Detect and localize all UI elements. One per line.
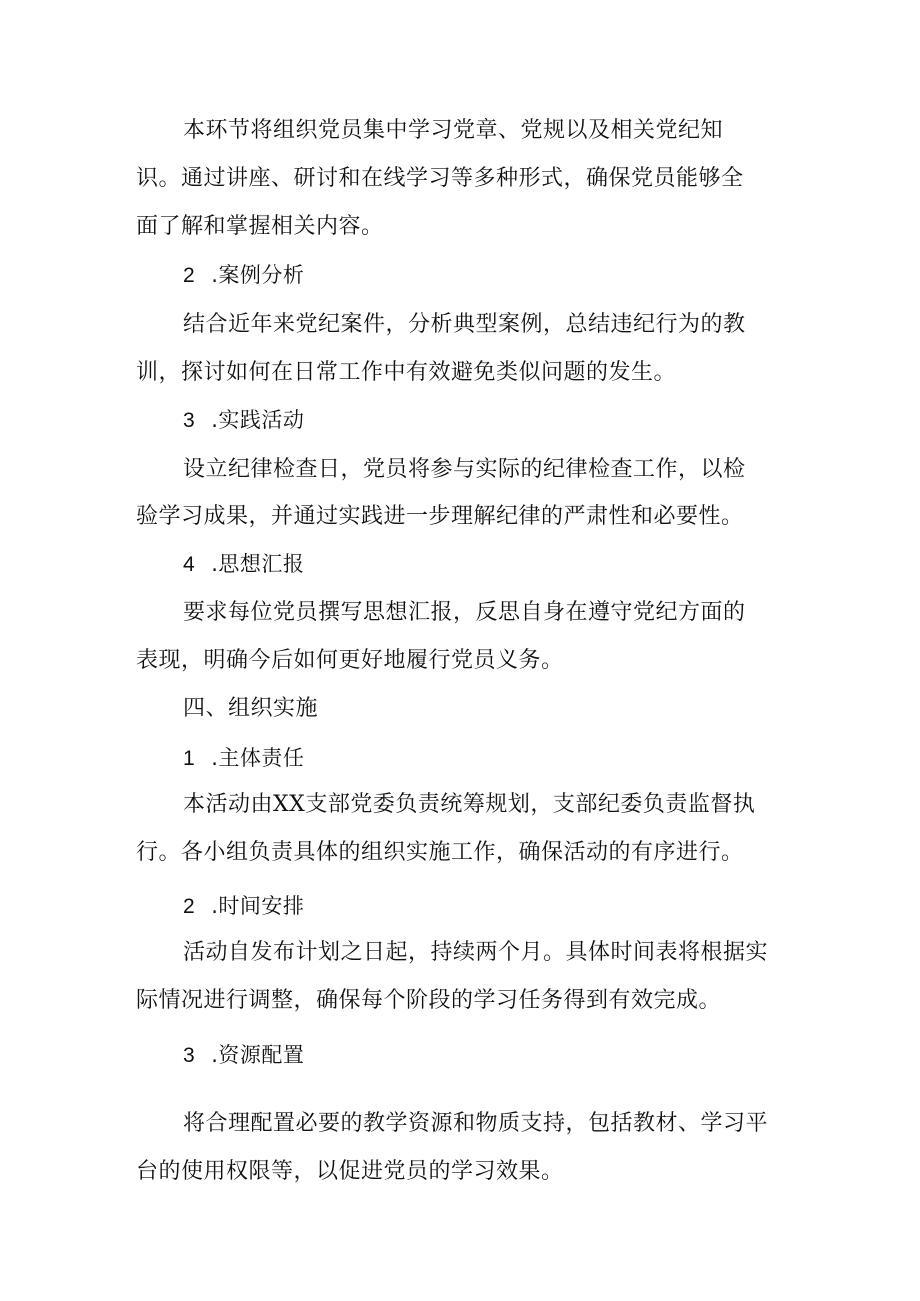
paragraph-line: 将合理配置必要的教学资源和物质支持，包括教材、学习平 (183, 1111, 769, 1136)
heading-text: .时间安排 (211, 894, 305, 918)
paragraph-line: 识。通过讲座、研讨和在线学习等多种形式，确保党员能够全 (136, 166, 744, 191)
heading-number: 2 (183, 895, 196, 918)
paragraph-line: 验学习成果，并通过实践进一步理解纪律的严肃性和必要性。 (136, 504, 744, 529)
paragraph-line: 训，探讨如何在日常工作中有效避免类似问题的发生。 (136, 360, 677, 385)
paragraph-line: 本活动由XX支部党委负责统筹规划，支部纪委负责监督执 (183, 792, 756, 817)
heading-text: .实践活动 (211, 408, 305, 432)
section-heading (183, 891, 304, 922)
paragraph-line: 面了解和掌握相关内容。 (136, 214, 384, 239)
heading-number: 2 (183, 264, 196, 287)
section-heading (183, 549, 304, 580)
paragraph-line: 行。各小组负责具体的组织实施工作，确保活动的有序进行。 (136, 840, 744, 865)
section-title: 四、组织实施 (183, 696, 319, 721)
heading-text: .案例分析 (211, 263, 305, 287)
section-heading (183, 743, 304, 774)
section-heading (183, 1040, 304, 1071)
paragraph-line: 活动自发布计划之日起，持续两个月。具体时间表将根据实 (183, 940, 769, 965)
section-heading (183, 405, 304, 436)
paragraph-line: 结合近年来党纪案件，分析典型案例，总结违纪行为的教 (183, 312, 746, 337)
heading-number: 3 (183, 409, 196, 432)
paragraph-line: 际情况进行调整，确保每个阶段的学习任务得到有效完成。 (136, 988, 722, 1013)
paragraph-line: 设立纪律检查日，党员将参与实际的纪律检查工作，以检 (183, 457, 746, 482)
paragraph-line: 本环节将组织党员集中学习党章、党规以及相关党纪知 (183, 118, 724, 143)
heading-text: .主体责任 (211, 746, 305, 770)
heading-text: .资源配置 (211, 1043, 305, 1067)
section-heading (183, 260, 304, 291)
paragraph-line: 表现，明确今后如何更好地履行党员义务。 (136, 648, 564, 673)
paragraph-line: 要求每位党员撰写思想汇报，反思自身在遵守党纪方面的 (183, 600, 746, 625)
paragraph-line: 台的使用权限等，以促进党员的学习效果。 (136, 1159, 564, 1184)
heading-number: 3 (183, 1044, 196, 1067)
heading-text: .思想汇报 (211, 552, 305, 576)
heading-number: 1 (183, 747, 196, 770)
heading-number: 4 (183, 553, 196, 576)
